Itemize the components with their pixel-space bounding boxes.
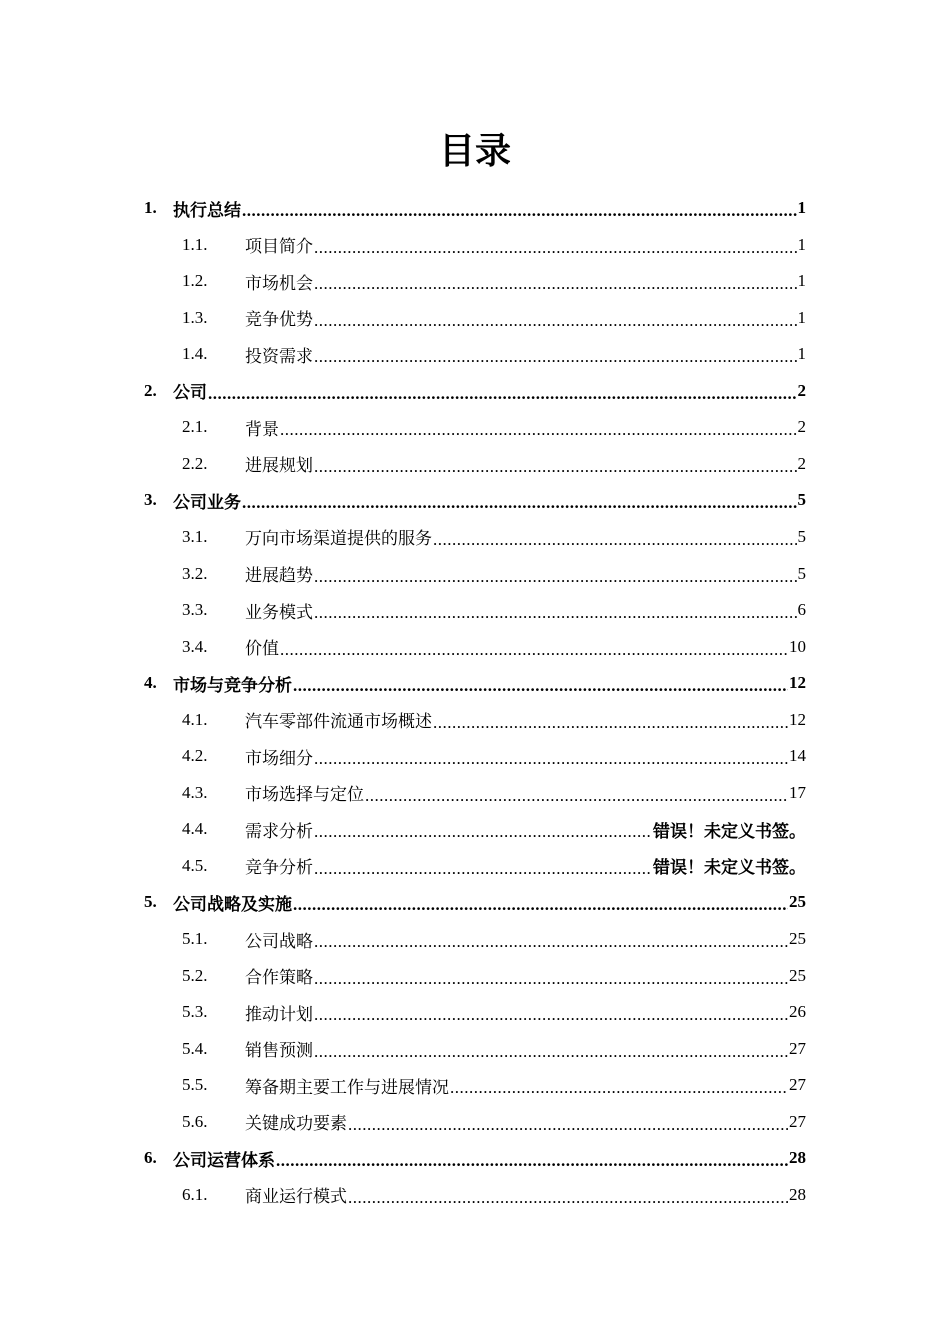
toc-entry-number: 3.3. [182,600,208,620]
toc-entry-title[interactable]: 公司战略及实施 [173,894,292,915]
toc-entry-title[interactable]: 业务模式 [245,602,313,623]
toc-dot-leader [314,819,652,839]
toc-entry-number: 5.1. [182,929,208,948]
toc-entry[interactable] [182,1067,806,1103]
toc-entry-number: 3. [144,490,157,510]
toc-dot-leader [293,673,788,693]
toc-entry-title[interactable]: 竞争优势 [245,310,313,331]
toc-entry[interactable] [182,629,806,665]
toc-page-number: 12 [789,673,806,693]
toc-entry-number: 3.2. [182,563,208,583]
toc-entry-title[interactable]: 投资需求 [245,346,313,367]
toc-entry[interactable] [182,592,806,628]
toc-entry-number: 5.5. [182,1075,208,1095]
toc-entry[interactable] [182,958,806,994]
toc-entry-title[interactable]: 背景 [245,419,279,440]
toc-entry-title[interactable]: 汽车零部件流通市场概述 [245,712,432,733]
toc-page-number: 27 [789,1038,806,1058]
toc-entry-number: 4.2. [182,746,208,766]
toc-entry[interactable] [182,1177,806,1213]
toc-entry-number: 5. [144,892,157,912]
toc-entry-title[interactable]: 市场选择与定位 [245,785,364,806]
toc-entry-title[interactable]: 需求分析 [245,821,313,842]
toc-entry[interactable] [182,300,806,336]
toc-dot-leader [314,746,788,766]
toc-dot-leader [314,856,652,876]
toc-dot-leader [242,198,797,218]
toc-entry-title[interactable]: 执行总结 [173,200,241,221]
toc-dot-leader [348,1185,788,1205]
toc-bookmark-error: 错误！未定义书签。 [653,858,806,879]
toc-entry[interactable] [144,1140,806,1176]
toc-entry-number: 6. [144,1148,157,1168]
toc-entry-title[interactable]: 项目简介 [245,237,313,258]
toc-page-number: 1 [797,198,806,217]
toc-page-number: 25 [789,892,806,912]
toc-entry-number: 4. [144,673,157,693]
toc-dot-leader [314,1002,788,1022]
toc-entry-title[interactable]: 公司 [173,383,207,404]
page-title: 目录 [438,131,511,172]
toc-entry-title[interactable]: 市场与竞争分析 [173,675,292,696]
toc-dot-leader [314,308,797,328]
toc-entry-number: 1.2. [182,271,208,291]
toc-entry[interactable] [144,665,806,701]
toc-entry[interactable] [182,336,806,372]
toc-dot-leader [242,490,797,510]
toc-entry[interactable] [182,227,806,263]
toc-page-number: 2 [797,417,806,437]
toc-page-number: 5 [797,490,806,510]
toc-entry[interactable] [182,775,806,811]
toc-page-number: 27 [789,1111,806,1131]
toc-entry-title[interactable]: 合作策略 [245,968,313,989]
toc-page-number: 28 [789,1184,806,1204]
toc-entry[interactable] [182,702,806,738]
toc-page-number: 26 [789,1002,806,1022]
toc-entry-number: 4.3. [182,782,208,802]
toc-entry-number: 3.1. [182,526,208,546]
toc-entry[interactable] [144,884,806,920]
toc-entry-title[interactable]: 竞争分析 [245,858,313,879]
toc-page-number: 1 [797,234,806,254]
toc-entry-title[interactable]: 万向市场渠道提供的服务 [245,529,432,550]
toc-entry[interactable] [182,263,806,299]
toc-entry-number: 5.4. [182,1038,208,1058]
toc-dot-leader [314,344,797,364]
toc-entry-number: 2. [144,380,157,400]
toc-entry[interactable] [144,190,806,226]
toc-entry[interactable] [182,519,806,555]
toc-entry-number: 4.4. [182,819,208,839]
toc-dot-leader [314,454,797,474]
toc-dot-leader [280,417,797,437]
toc-entry[interactable] [182,1104,806,1140]
toc-dot-leader [314,929,788,949]
toc-entry-number: 5.3. [182,1002,208,1022]
toc-entry-number: 1. [144,198,157,217]
toc-page-number: 27 [789,1075,806,1095]
toc-entry-title[interactable]: 公司战略 [245,931,313,952]
toc-dot-leader [314,271,797,291]
toc-entry-title[interactable]: 商业运行模式 [245,1187,347,1208]
toc-page-number: 1 [797,344,806,364]
toc-entry[interactable] [182,446,806,482]
toc-entry[interactable] [182,1031,806,1067]
toc-page-number: 5 [797,563,806,583]
toc-entry-number: 5.6. [182,1111,208,1131]
toc-page-number: 28 [789,1148,806,1168]
toc-page-number: 14 [789,746,806,766]
toc-entry[interactable] [144,482,806,518]
toc-dot-leader [314,966,788,986]
toc-dot-leader [280,637,788,657]
toc-entry[interactable] [182,556,806,592]
toc-page-number: 10 [789,636,806,656]
toc-entry-number: 1.3. [182,307,208,327]
toc-entry[interactable] [182,921,806,957]
toc-entry-number: 1.1. [182,234,208,254]
toc-page-number: 17 [789,782,806,802]
toc-entry-number: 4.1. [182,709,208,729]
toc-entry-title[interactable]: 进展趋势 [245,566,313,586]
toc-dot-leader [208,381,797,401]
toc-page-number: 25 [789,929,806,948]
toc-page-number: 2 [797,453,806,473]
toc-page-number: 25 [789,965,806,985]
toc-bookmark-error: 错误！未定义书签。 [653,821,806,842]
toc-entry[interactable] [182,811,806,847]
toc-dot-leader [365,783,788,803]
toc-dot-leader [450,1075,788,1095]
toc-entry-title[interactable]: 推动计划 [245,1004,313,1025]
toc-entry-title[interactable]: 筹备期主要工作与进展情况 [245,1077,449,1098]
toc-entry-title[interactable]: 销售预测 [245,1041,313,1062]
toc-entry-number: 2.2. [182,453,208,473]
toc-entry[interactable] [144,373,806,409]
toc-entry[interactable] [182,848,806,884]
toc-entry-number: 3.4. [182,636,208,656]
toc-page-number: 6 [797,600,806,620]
toc-entry-title[interactable]: 进展规划 [245,456,313,477]
toc-dot-leader [348,1112,788,1132]
toc-entry[interactable] [182,409,806,445]
toc-dot-leader [314,564,797,584]
toc-entry-number: 6.1. [182,1184,208,1204]
toc-page-number: 5 [797,526,806,546]
toc-entry-number: 1.4. [182,344,208,364]
toc-entry-title[interactable]: 价值 [245,639,279,660]
toc-entry-number: 5.2. [182,965,208,985]
toc-entry-title[interactable]: 公司业务 [173,492,241,513]
toc-page-number: 2 [797,380,806,400]
toc-dot-leader [433,710,788,730]
toc-entry-number: 4.5. [182,855,208,875]
toc-dot-leader [276,1148,788,1168]
toc-entry-title[interactable]: 市场机会 [245,273,313,294]
toc-page-number: 12 [789,709,806,729]
toc-dot-leader [433,527,797,547]
toc-entry-title[interactable]: 关键成功要素 [245,1114,347,1135]
toc-dot-leader [314,600,797,620]
toc-page-number: 1 [797,307,806,327]
toc-entry[interactable] [182,738,806,774]
toc-page-number: 1 [797,271,806,291]
toc-entry-title[interactable]: 公司运营体系 [173,1150,275,1171]
toc-entry-title[interactable]: 市场细分 [245,748,313,769]
toc-dot-leader [293,892,788,912]
toc-dot-leader [314,235,797,255]
toc-dot-leader [314,1039,788,1059]
toc-entry-number: 2.1. [182,417,208,437]
toc-entry[interactable] [182,994,806,1030]
